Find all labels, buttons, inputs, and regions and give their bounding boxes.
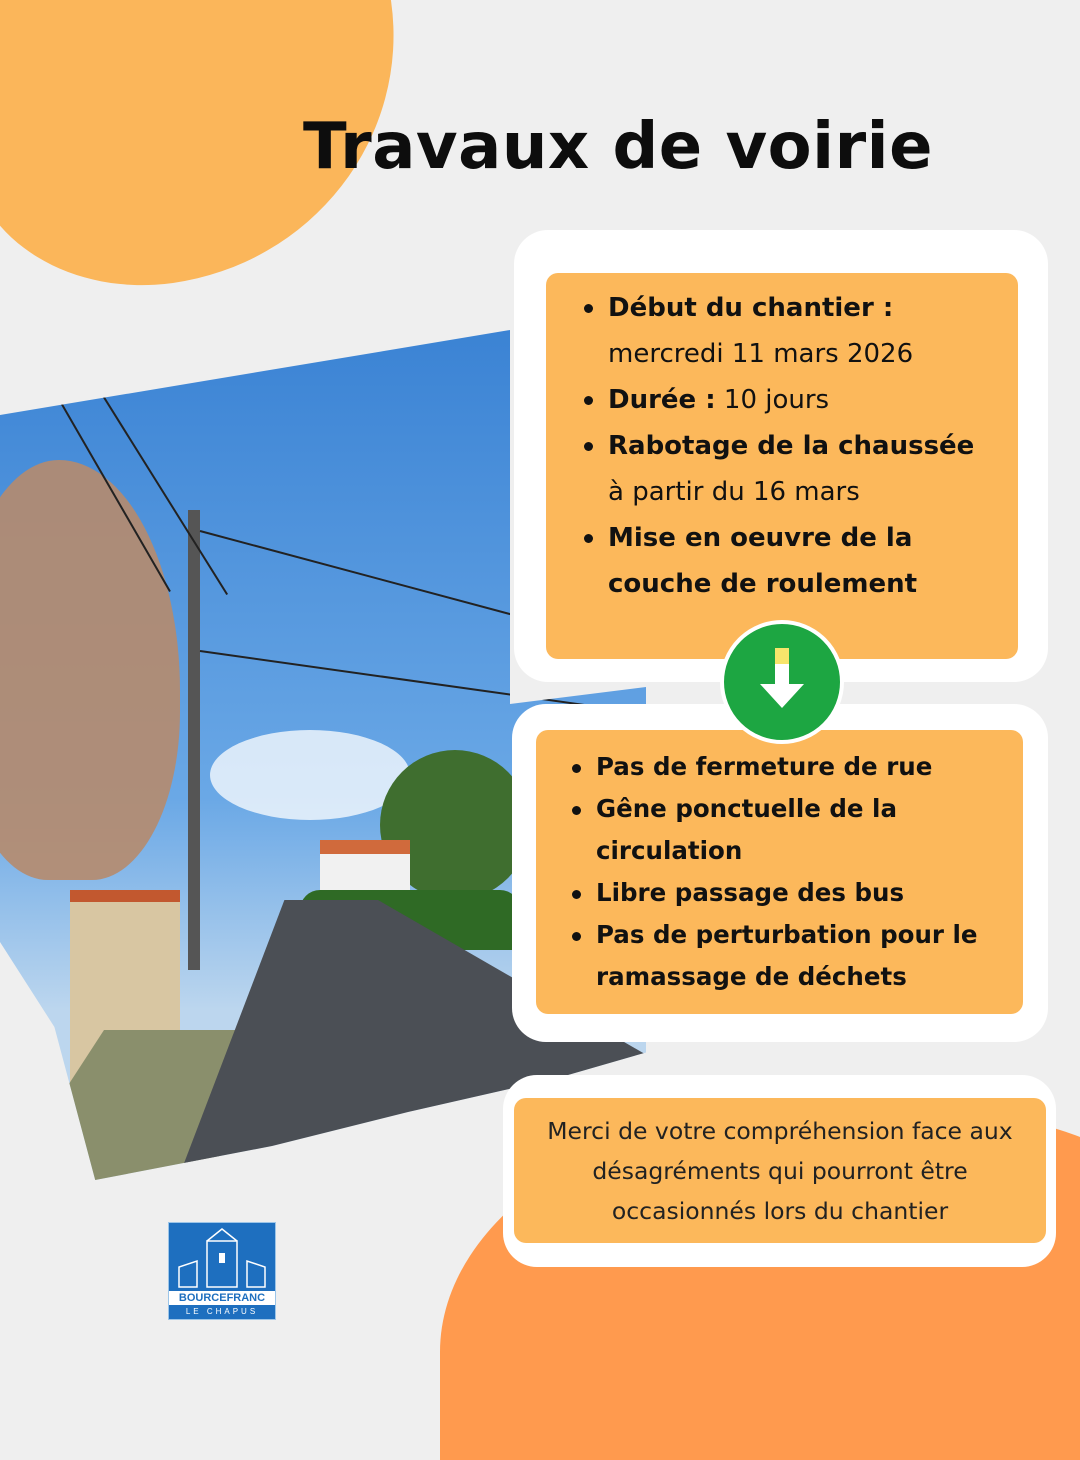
info-item-duration: Durée : 10 jours [580,377,1004,423]
impact-item: Pas de fermeture de rue [568,746,1009,788]
thanks-text: Merci de votre compréhension face aux désagréments qui pourront être occasionnés lors du chantier [547,1116,1013,1225]
info-card [546,273,1018,659]
impact-card [536,730,1023,1014]
town-logo [168,1222,276,1320]
fort-tower-icon [169,1223,275,1293]
info-item-start: Début du chantier : mercredi 11 mars 2026 [580,285,1004,377]
info-item-planing: Rabotage de la chaussée à partir du 16 mars [580,423,1004,515]
logo-name: BOURCEFRANC [169,1291,275,1305]
impact-item: Libre passage des bus [568,872,1009,914]
impact-item: Gêne ponctuelle de la circulation [568,788,1009,872]
page-title: Travaux de voirie [303,110,933,184]
impact-list [536,730,1023,998]
info-item-surface: Mise en oeuvre de la couche de roulement [580,515,1004,607]
impact-item: Pas de perturbation pour le ramassage de déchets [568,914,1009,998]
thanks-card [514,1098,1046,1243]
info-list [546,273,1018,607]
arrow-down-icon [720,620,844,744]
logo-subtitle: LE CHAPUS [185,1307,259,1316]
